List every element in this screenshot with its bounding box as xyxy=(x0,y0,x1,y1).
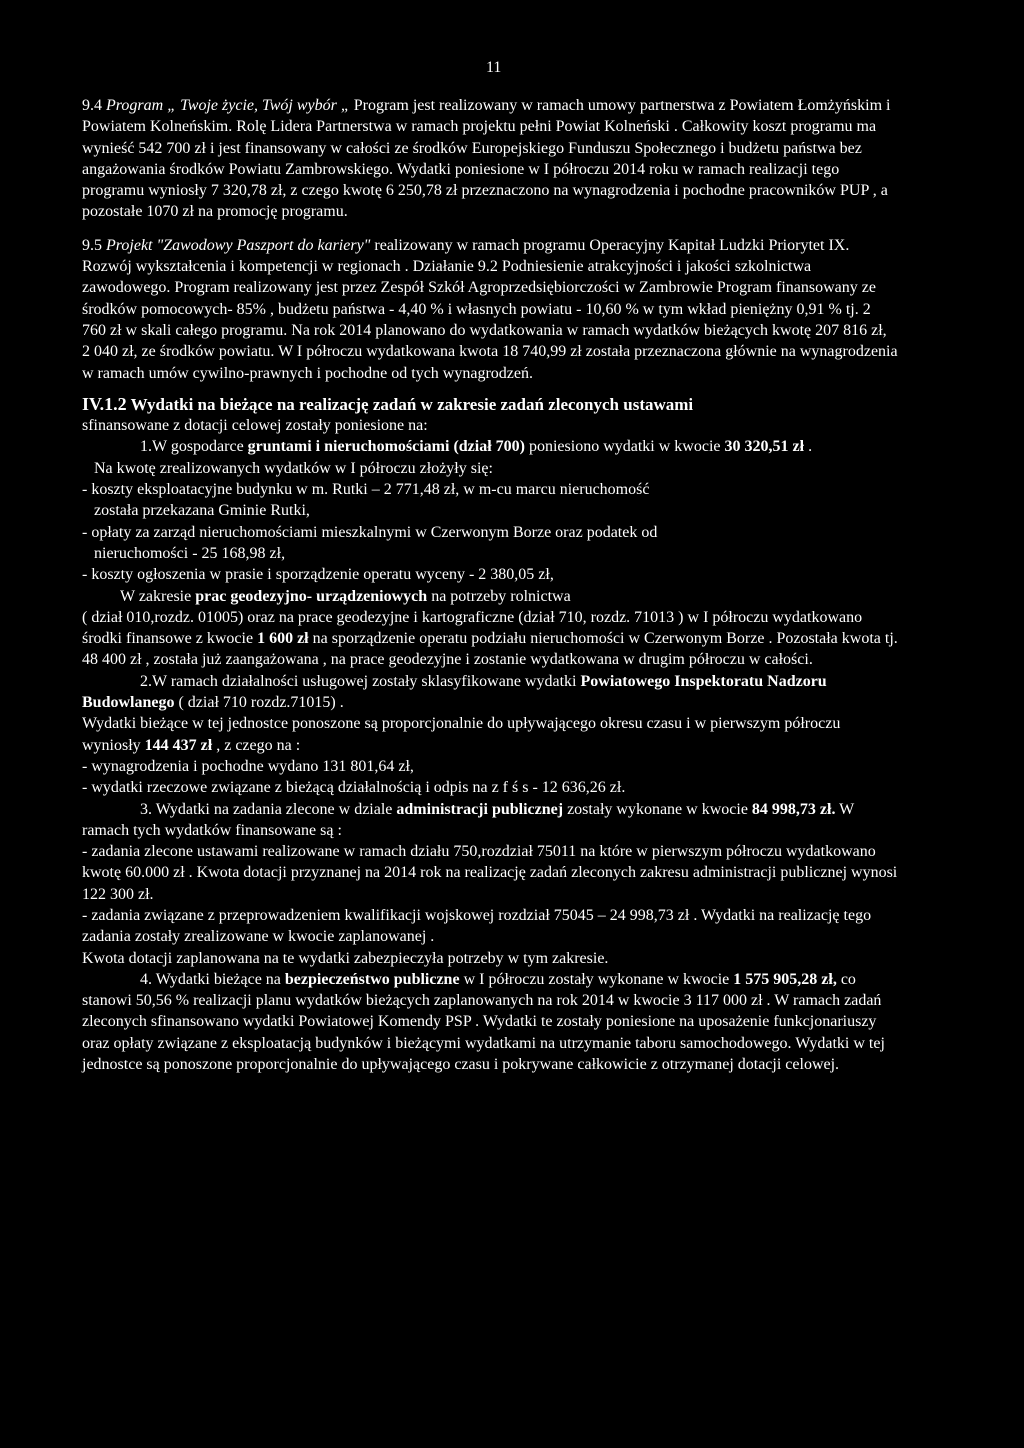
item-1-bullet-3: - koszty ogłoszenia w prasie i sporządzenie operatu wyceny - 2 380,05 zł, xyxy=(82,566,554,584)
item-text: co stanowi 50,56 % realizacji planu wydatków bieżących zaplanowanych na rok 2014 w kwocie 3 117 000 zł . W ramach zadań zleconych sfinansowano wydatki Powiatowej Komendy PSP . Wydatki te zostały poniesione na uposażenie funkcjonariuszy oraz opłaty związane z eksploatacją budynków i bieżącymi wydatkami na utrzymanie taboru samochodowego. Wydatki w tej jednostce są ponoszone proporcjonalnie do upływającego czasu i pokrywane całkowicie z otrzymanej dotacji celowej. xyxy=(82,970,885,1074)
item-2-bullet-2: - wydatki rzeczowe związane z bieżącą działalnością i odpis na z f ś s - 12 636,26 zł. xyxy=(82,779,626,797)
chapter-number: IV.1.2 xyxy=(82,393,127,414)
item-3 xyxy=(82,799,898,842)
page-number: 11 xyxy=(486,59,502,76)
section-9-4 xyxy=(82,95,898,223)
item-rest: w I półroczu zostały wykonane w kwocie xyxy=(459,970,734,988)
geo-rest: na potrzeby rolnictwa xyxy=(427,587,571,605)
chapter-title: Wydatki na bieżące na realizację zadań w zakresie zadań zleconych ustawami xyxy=(126,394,694,414)
item-3-bullet-3: Kwota dotacji zaplanowana na te wydatki zabezpieczyła potrzeby w tym zakresie. xyxy=(82,949,609,967)
section-number: 9.5 xyxy=(82,236,106,254)
item-lead: 3. Wydatki na zadania zlecone w dziale xyxy=(140,800,397,818)
item-bold: administracji publicznej xyxy=(396,800,564,818)
geo-amount: 1 600 zł xyxy=(257,630,309,648)
item-amount: 1 575 905,28 zł, xyxy=(733,970,837,988)
item-rest: zostały wykonane w kwocie xyxy=(563,800,752,818)
geo-lead: W zakresie xyxy=(120,587,196,605)
item-1-geo-text xyxy=(82,607,898,671)
item-amount: 144 437 zł xyxy=(144,736,213,754)
item-1-geo-heading xyxy=(82,586,898,607)
section-title: Projekt "Zawodowy Paszport do kariery" xyxy=(106,236,371,254)
chapter-subtitle: sfinansowane z dotacji celowej zostały poniesione na: xyxy=(82,417,428,435)
section-title: Program „ Twoje życie, Twój wybór „ xyxy=(106,97,350,114)
item-lead: 1.W gospodarce xyxy=(140,438,248,456)
item-1 xyxy=(82,436,898,457)
item-tail: . xyxy=(804,438,813,456)
item-3-bullet-1: - zadania zlecone ustawami realizowane w ramach działu 750,rozdział 75011 na które w pierwszym półroczu wydatkowano kwotę 60.000 zł . Kwota dotacji przyznanej na 2014 rok na realizację zadań zleconych zakresu administracji publicznej wynosi 122 300 zł. xyxy=(82,843,898,903)
item-text-1: Wydatki bieżące w tej jednostce ponoszone są proporcjonalnie do upływającego okresu czasu i w pierwszym półroczu wyniosły xyxy=(82,715,841,754)
geo-text-2: na sporządzenie operatu podziału nieruchomości w Czerwonym Borze . Pozostała kwota tj. 48 400 zł , została już zaangażowana , na prace geodezyjne i zostanie wydatkowana w drugim półroczu w całości. xyxy=(82,630,898,669)
item-amount: 30 320,51 zł xyxy=(724,438,805,456)
item-1-intro: Na kwotę zrealizowanych wydatków w I półroczu złożyły się: xyxy=(94,459,493,477)
item-2-text xyxy=(82,713,898,756)
item-bold: bezpieczeństwo publiczne xyxy=(284,970,460,988)
section-number: 9.4 xyxy=(82,97,106,114)
item-1-bullet-1a: - koszty eksploatacyjne budynku w m. Rutki – 2 771,48 zł, w m-cu marcu nieruchomość xyxy=(82,481,650,499)
section-text: Program jest realizowany w ramach umowy partnerstwa z Powiatem Łomżyńskim i Powiatem Kolneńskim. Rolę Lidera Partnerstwa w ramach projektu pełni Powiat Kolneński . Całkowity koszt programu ma wynieść 542 700 zł i jest finansowany w całości ze środków Europejskiego Funduszu Społecznego i budżetu państwa bez angażowania środków Powiatu Zambrowskiego. Wydatki poniesione w I półroczu 2014 roku w ramach realizacji tego programu wyniosły 7 320,78 zł, z czego kwotę 6 250,78 zł przeznaczono na wynagrodzenia i pochodne pracowników PUP , a pozostałe 1070 zł na promocję programu. xyxy=(82,97,891,221)
item-4 xyxy=(82,969,898,1075)
geo-bold: prac geodezyjno- urządzeniowych xyxy=(195,587,428,605)
item-1-bullet-1b: została przekazana Gminie Rutki, xyxy=(94,502,310,520)
item-1-bullet-2a: - opłaty za zarząd nieruchomościami mieszkalnymi w Czerwonym Borze oraz podatek od xyxy=(82,523,658,541)
section-text: realizowany w ramach programu Operacyjny Kapitał Ludzki Priorytet IX. Rozwój wykształcenia i kompetencji w regionach . Działanie 9.2 Podniesienie atrakcyjności i jakości szkolnictwa zawodowego. Program realizowany jest przez Zespół Szkół Agroprzedsiębiorczości w Zambrowie Program finansowany ze środków pomocowych- 85% , budżetu państwa - 4,40 % i własnych powiatu - 10,60 % w tym wkład pieniężny 0,91 % tj. 2 760 zł w skali całego programu. Na rok 2014 planowano do wydatkowania w ramach wydatków bieżących kwotę 207 816 zł, 2 040 zł, ze środków powiatu. W I półroczu wydatkowana kwota 18 740,99 zł została przeznaczona głównie na wynagrodzenia w ramach umów cywilno-prawnych i pochodne od tych wynagrodzeń. xyxy=(82,236,898,382)
document-body xyxy=(82,95,898,1075)
item-amount: 84 998,73 zł. xyxy=(751,800,836,818)
item-rest: poniesiono wydatki w kwocie xyxy=(524,438,725,456)
item-tail: W ramach tych wydatków finansowane są : xyxy=(82,800,854,839)
item-bold: gruntami i nieruchomościami (dział 700) xyxy=(247,438,525,456)
item-rest: ( dział 710 rozdz.71015) . xyxy=(174,694,344,712)
item-2 xyxy=(82,671,898,714)
item-1-bullet-2b: nieruchomości - 25 168,98 zł, xyxy=(94,544,286,562)
item-text-2: , z czego na : xyxy=(212,736,301,754)
chapter-heading xyxy=(82,394,898,415)
item-bold: Powiatowego Inspektoratu Nadzoru Budowlanego xyxy=(82,672,827,712)
item-lead: 4. Wydatki bieżące na xyxy=(140,970,285,988)
item-2-bullet-1: - wynagrodzenia i pochodne wydano 131 801,64 zł, xyxy=(82,757,414,775)
item-lead: 2.W ramach działalności usługowej zostały sklasyfikowane wydatki xyxy=(140,672,581,690)
geo-text-1: ( dział 010,rozdz. 01005) oraz na prace geodezyjne i kartograficzne (dział 710, rozdz. 71013 ) w I półroczu wydatkowano środki finansowe z kwocie xyxy=(82,608,863,648)
section-9-5 xyxy=(82,235,898,384)
item-3-bullet-2: - zadania związane z przeprowadzeniem kwalifikacji wojskowej rozdział 75045 – 24 998,73 zł . Wydatki na realizację tego zadania zostały zrealizowane w kwocie zaplanowanej . xyxy=(82,906,872,946)
